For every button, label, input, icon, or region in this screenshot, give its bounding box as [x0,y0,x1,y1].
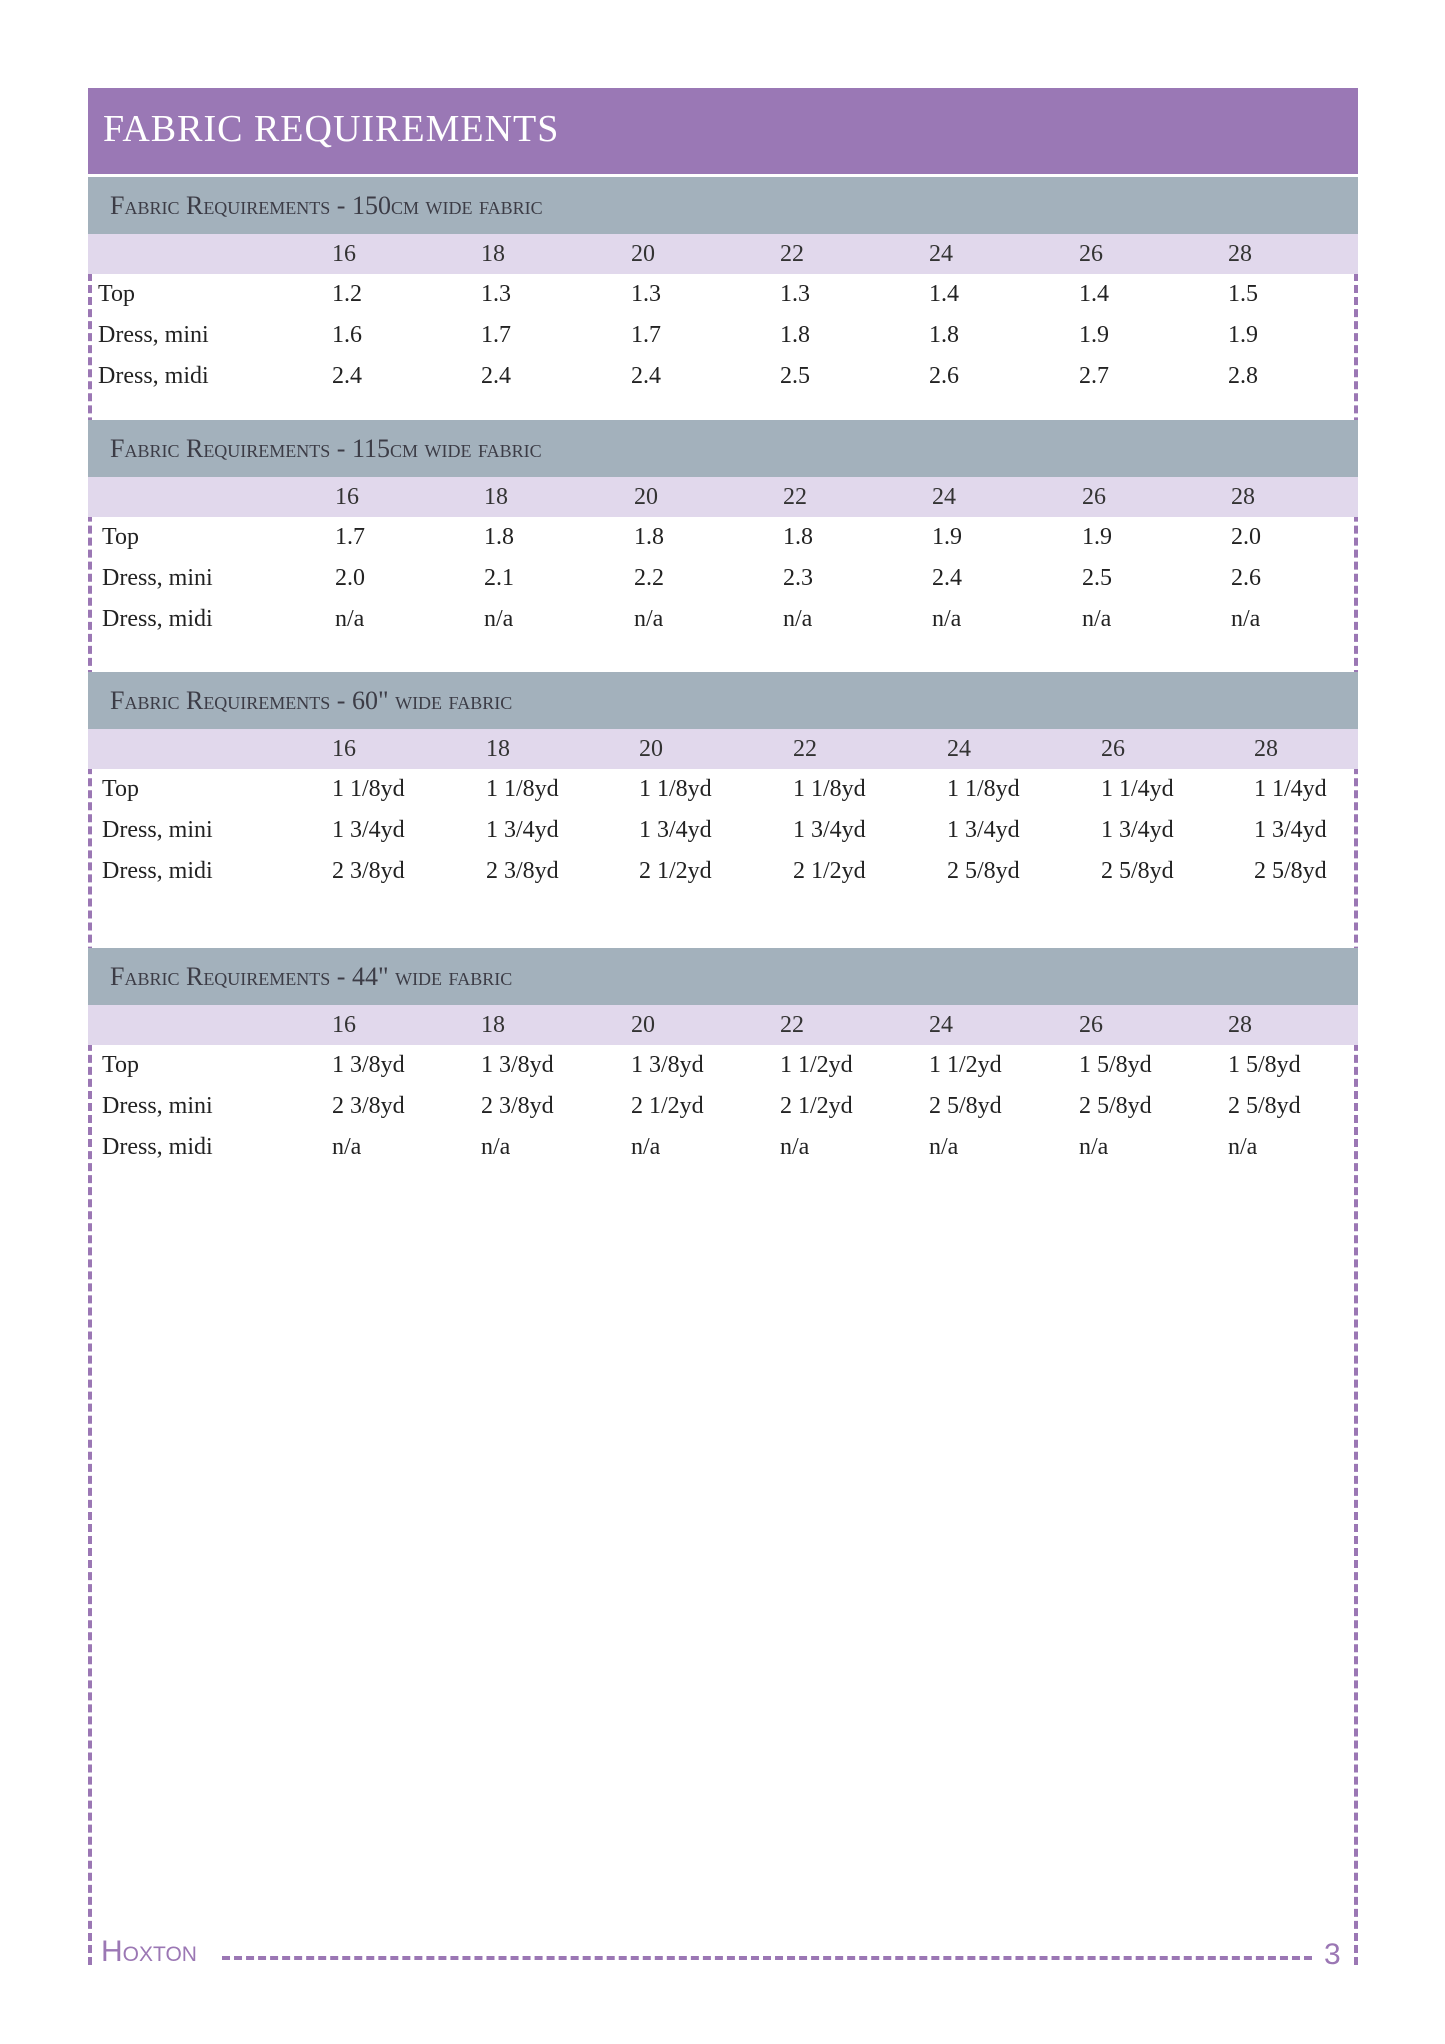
fabric-amount: 1.9 [1228,322,1258,348]
garment-label: Top [102,1052,139,1078]
fabric-amount: 2 5/8yd [947,858,1020,884]
size-header-row [88,729,1358,769]
fabric-amount: 2.8 [1228,363,1258,389]
section-title: Fabric Requirements - 115cm wide fabric [110,434,542,463]
fabric-amount: 2 5/8yd [1254,858,1327,884]
fabric-section [88,420,1358,640]
garment-label: Top [102,524,139,550]
section-title: Fabric Requirements - 60" wide fabric [110,686,513,715]
fabric-amount: n/a [1228,1134,1258,1160]
garment-label: Dress, midi [102,1134,213,1160]
size-label: 18 [481,1012,505,1038]
fabric-amount: 2.5 [780,363,810,389]
fabric-amount: 2.0 [335,565,365,591]
table-row [88,1045,1358,1086]
page-number: 3 [1324,1938,1341,1971]
size-label: 24 [932,484,956,510]
garment-label: Dress, midi [102,858,213,884]
fabric-amount: 1 3/8yd [481,1052,554,1078]
fabric-amount: n/a [1082,606,1112,632]
section-header [88,948,1358,1005]
fabric-amount: 1.7 [631,322,661,348]
frame-bottom-border [222,1956,1312,1960]
fabric-amount: 2.4 [332,363,362,389]
fabric-amount: 1 1/4yd [1254,776,1327,802]
fabric-amount: 1.3 [481,281,511,307]
fabric-amount: 1 1/2yd [780,1052,853,1078]
fabric-amount: 2.4 [631,363,661,389]
fabric-amount: 2 5/8yd [929,1093,1002,1119]
fabric-amount: n/a [1231,606,1261,632]
fabric-amount: 2 1/2yd [631,1093,704,1119]
fabric-amount: 1 3/4yd [486,817,559,843]
fabric-amount: 2 1/2yd [793,858,866,884]
fabric-amount: 1 3/4yd [1101,817,1174,843]
fabric-amount: 1.9 [1082,524,1112,550]
fabric-amount: 1 3/8yd [631,1052,704,1078]
fabric-amount: 2 5/8yd [1228,1093,1301,1119]
fabric-amount: 2.4 [481,363,511,389]
size-header-row [88,1005,1358,1045]
fabric-amount: 1 3/4yd [793,817,866,843]
garment-label: Top [102,776,139,802]
fabric-amount: 2 3/8yd [481,1093,554,1119]
size-label: 16 [332,1012,356,1038]
fabric-amount: 1.4 [1079,281,1109,307]
fabric-amount: 2 3/8yd [486,858,559,884]
fabric-amount: 1 3/4yd [1254,817,1327,843]
garment-label: Dress, mini [102,1093,213,1119]
fabric-amount: 2 1/2yd [639,858,712,884]
size-label: 18 [486,736,510,762]
fabric-amount: 1.6 [332,322,362,348]
garment-label: Dress, mini [102,565,213,591]
footer-brand: Hoxton [101,1935,197,1968]
fabric-amount: 1 3/4yd [332,817,405,843]
table-row [88,274,1358,315]
size-label: 26 [1101,736,1125,762]
size-label: 16 [332,736,356,762]
fabric-amount: 1.2 [332,281,362,307]
fabric-amount: 1 5/8yd [1079,1052,1152,1078]
fabric-amount: 2.1 [484,565,514,591]
table-row [88,769,1358,810]
fabric-amount: 1 1/4yd [1101,776,1174,802]
fabric-amount: 2.4 [932,565,962,591]
garment-label: Top [98,281,135,307]
size-label: 28 [1228,241,1252,267]
fabric-amount: 2.5 [1082,565,1112,591]
fabric-amount: 1 3/4yd [639,817,712,843]
fabric-amount: 2 1/2yd [780,1093,853,1119]
fabric-section [88,177,1358,397]
fabric-amount: 1.8 [780,322,810,348]
size-label: 24 [947,736,971,762]
table-row [88,356,1358,397]
fabric-amount: n/a [484,606,514,632]
size-label: 22 [793,736,817,762]
table-row [88,599,1358,640]
fabric-amount: n/a [332,1134,362,1160]
fabric-amount: 2.2 [634,565,664,591]
fabric-amount: n/a [1079,1134,1109,1160]
section-title: Fabric Requirements - 150cm wide fabric [110,191,543,220]
fabric-amount: 1.8 [783,524,813,550]
size-label: 28 [1231,484,1255,510]
fabric-amount: n/a [634,606,664,632]
size-label: 22 [783,484,807,510]
fabric-section [88,948,1358,1168]
table-row [88,1127,1358,1168]
page-title: FABRIC REQUIREMENTS [103,108,560,150]
fabric-section [88,672,1358,892]
fabric-amount: 1 1/8yd [332,776,405,802]
table-row [88,810,1358,851]
table-row [88,851,1358,892]
fabric-amount: 1.9 [932,524,962,550]
fabric-amount: 2.3 [783,565,813,591]
size-label: 28 [1228,1012,1252,1038]
fabric-amount: n/a [780,1134,810,1160]
size-label: 24 [929,1012,953,1038]
garment-label: Dress, midi [102,606,213,632]
table-row [88,558,1358,599]
fabric-amount: 2 5/8yd [1101,858,1174,884]
fabric-amount: 2 3/8yd [332,858,405,884]
garment-label: Dress, midi [98,363,209,389]
fabric-amount: 2.6 [1231,565,1261,591]
fabric-amount: 1.3 [780,281,810,307]
size-label: 18 [484,484,508,510]
size-label: 26 [1082,484,1106,510]
fabric-amount: 1 3/8yd [332,1052,405,1078]
fabric-amount: n/a [783,606,813,632]
table-row [88,1086,1358,1127]
garment-label: Dress, mini [98,322,209,348]
section-header [88,177,1358,234]
size-label: 22 [780,241,804,267]
size-label: 16 [332,241,356,267]
fabric-amount: 1 1/8yd [639,776,712,802]
fabric-amount: 1.5 [1228,281,1258,307]
section-title: Fabric Requirements - 44" wide fabric [110,962,513,991]
fabric-amount: n/a [631,1134,661,1160]
fabric-amount: n/a [335,606,365,632]
fabric-amount: 2.7 [1079,363,1109,389]
fabric-amount: 2 5/8yd [1079,1093,1152,1119]
size-label: 16 [335,484,359,510]
size-label: 20 [631,1012,655,1038]
fabric-amount: 1.8 [929,322,959,348]
size-label: 26 [1079,241,1103,267]
size-label: 22 [780,1012,804,1038]
size-label: 20 [634,484,658,510]
fabric-amount: 1.8 [634,524,664,550]
size-header-row [88,234,1358,274]
fabric-amount: 2.0 [1231,524,1261,550]
fabric-amount: 1 5/8yd [1228,1052,1301,1078]
fabric-amount: 1.3 [631,281,661,307]
size-label: 26 [1079,1012,1103,1038]
fabric-amount: 2 3/8yd [332,1093,405,1119]
fabric-amount: 1.9 [1079,322,1109,348]
fabric-amount: n/a [481,1134,511,1160]
fabric-amount: 1 3/4yd [947,817,1020,843]
fabric-amount: 1 1/8yd [486,776,559,802]
size-label: 24 [929,241,953,267]
fabric-amount: 1.8 [484,524,514,550]
fabric-amount: n/a [932,606,962,632]
fabric-amount: 1 1/8yd [793,776,866,802]
fabric-amount: 1.7 [481,322,511,348]
size-label: 20 [639,736,663,762]
fabric-amount: 1.7 [335,524,365,550]
size-label: 20 [631,241,655,267]
fabric-amount: 1 1/8yd [947,776,1020,802]
garment-label: Dress, mini [102,817,213,843]
fabric-amount: 1 1/2yd [929,1052,1002,1078]
fabric-amount: n/a [929,1134,959,1160]
size-label: 28 [1254,736,1278,762]
section-header [88,672,1358,729]
section-header [88,420,1358,477]
size-label: 18 [481,241,505,267]
size-header-row [88,477,1358,517]
fabric-amount: 1.4 [929,281,959,307]
table-row [88,517,1358,558]
table-row [88,315,1358,356]
fabric-amount: 2.6 [929,363,959,389]
